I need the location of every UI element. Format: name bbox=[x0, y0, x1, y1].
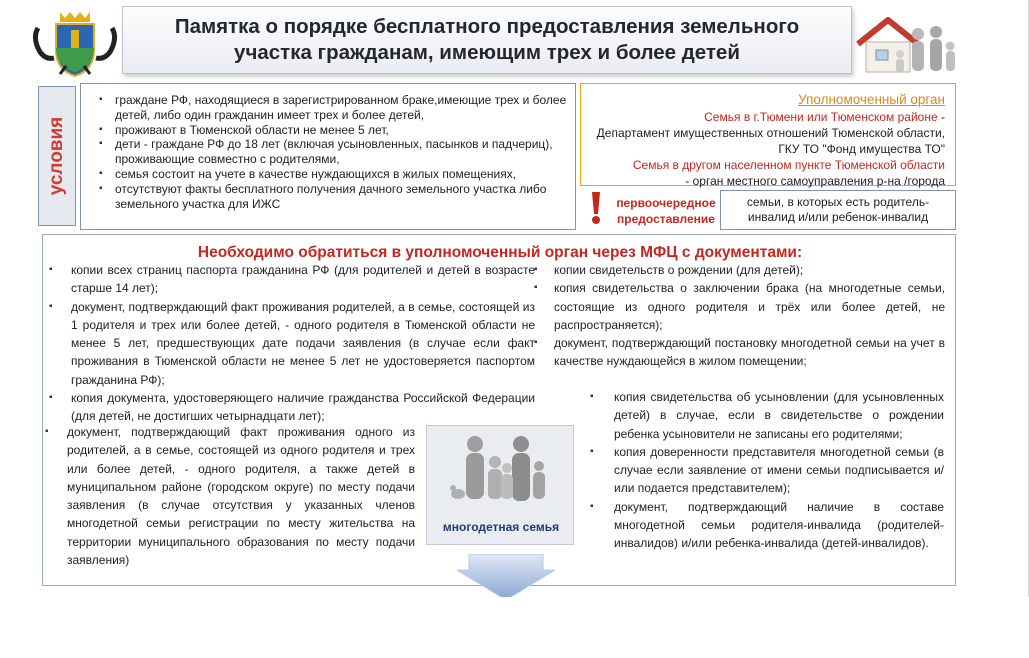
conditions-label: условия bbox=[46, 116, 67, 196]
conditions-list bbox=[93, 93, 567, 211]
authority-box bbox=[580, 83, 956, 186]
documents-heading: Необходимо обратиться в уполномоченный орган через МФЦ с документами: bbox=[197, 244, 803, 261]
condition-item: ▪ дети - граждане РФ до 18 лет (включая усыновленных, пасынков и падчериц), проживающие совместно с родителями, bbox=[93, 137, 567, 167]
condition-item: ▪ граждане РФ, находящиеся в зарегистрированном браке,имеющие трех и более детей, либо один гражданин имеет трех и более детей, bbox=[93, 93, 567, 123]
authority-other-label: Семья в другом населенном пункте Тюменской области bbox=[632, 158, 945, 172]
page-bottom-area bbox=[0, 597, 1029, 658]
document-item: ▪ копия свидетельства о заключении брака (на многодетные семьи, состоящие из одного родителя и трёх или более детей, не распространяется); bbox=[554, 279, 945, 334]
authority-tyumen-label: Семья в г.Тюмени или Тюменском районе bbox=[704, 110, 938, 124]
priority-label: первоочередное предоставление bbox=[616, 196, 716, 226]
authority-title: Уполномоченный орган bbox=[798, 92, 945, 107]
title-line-2: участка гражданам, имеющим трех и более детей bbox=[234, 41, 740, 64]
condition-item: ▪ отсутствуют факты бесплатного получения дачного земельного участка либо земельного участка для ИЖС bbox=[93, 182, 567, 212]
priority-text: семьи, в которых есть родитель-инвалид и/или ребенок-инвалид bbox=[746, 195, 930, 224]
document-item: ▪ копия свидетельства об усыновлении (для усыновленных детей) в случае, если в свидетельстве о рождении ребенка усыновители не записаны его родителями; bbox=[614, 388, 944, 443]
page-title bbox=[122, 6, 852, 74]
document-item: ▪ документ, подтверждающий постановку многодетной семьи на учет в качестве нуждающейся в жилом помещении; bbox=[554, 334, 945, 371]
documents-right-bottom bbox=[614, 388, 944, 553]
condition-item: ▪ проживают в Тюменской области не менее 5 лет, bbox=[93, 123, 567, 138]
exclamation-icon bbox=[588, 191, 604, 225]
title-line-1: Памятка о порядке бесплатного предоставления земельного bbox=[174, 15, 800, 38]
condition-item: ▪ семья состоит на учете в качестве нуждающихся в жилых помещениях, bbox=[93, 167, 567, 182]
document-item: ▪ копии всех страниц паспорта гражданина РФ (для родителей и детей в возрасте старше 14 лет); bbox=[71, 261, 535, 298]
authority-tyumen-dash: - bbox=[937, 110, 945, 124]
document-item: ▪ документ, подтверждающий наличие в составе многодетной семьи родителя-инвалида (родителей-инвалидов) и/или ребенка-инвалида (детей-инвалидов). bbox=[614, 498, 944, 553]
document-item: ▪ копии свидетельств о рождении (для детей); bbox=[554, 261, 945, 279]
house-family-icon bbox=[852, 14, 964, 76]
family-card bbox=[426, 425, 574, 545]
document-item: ▪ документ, подтверждающий факт проживания одного из родителей, а в семье, состоящей из одного родителя и трех или более детей, - одного родителя, а также детей в муниципальном районе (городском округе) по месту подачи заявления (в случае отсутствия у указанных членов многодетной семьи регистрации по месту жительства на территории муниципального образования по месту подачи заявления) bbox=[67, 423, 415, 569]
document-item: ▪ копия документа, удостоверяющего наличие гражданства Российской Федерации (для детей, не достигших четырнадцати лет); bbox=[71, 389, 535, 426]
documents-left-top bbox=[71, 261, 535, 426]
document-item: ▪ копия доверенности представителя многодетной семьи (в случае если заявление от имени семьи подписывается и/или подается представителем); bbox=[614, 443, 944, 498]
documents-left-bottom bbox=[67, 423, 415, 569]
authority-tyumen-org: Департамент имущественных отношений Тюменской области, ГКУ ТО "Фонд имущества ТО" bbox=[596, 126, 945, 156]
documents-right-top bbox=[554, 261, 945, 371]
authority-other-org: - орган местного самоуправления р-на /города bbox=[685, 174, 945, 188]
priority-box bbox=[720, 190, 956, 230]
conditions-tab bbox=[38, 86, 76, 226]
family-label: многодетная семья bbox=[442, 520, 560, 534]
family-icon bbox=[449, 432, 553, 518]
conditions-box bbox=[80, 83, 576, 230]
documents-box bbox=[42, 234, 956, 586]
coat-of-arms-icon bbox=[30, 8, 120, 78]
down-arrow-icon bbox=[457, 554, 555, 597]
document-item: ▪ документ, подтверждающий факт проживания родителей, а в семье, состоящей из 1 родителя и трех или более детей, - одного родителя в Тюменской области не менее 5 лет, предшествующих дате подачи заявления (в случае если факт проживания в Тюменской области не менее 5 лет не удостоверяется паспортом гражданина РФ); bbox=[71, 298, 535, 389]
